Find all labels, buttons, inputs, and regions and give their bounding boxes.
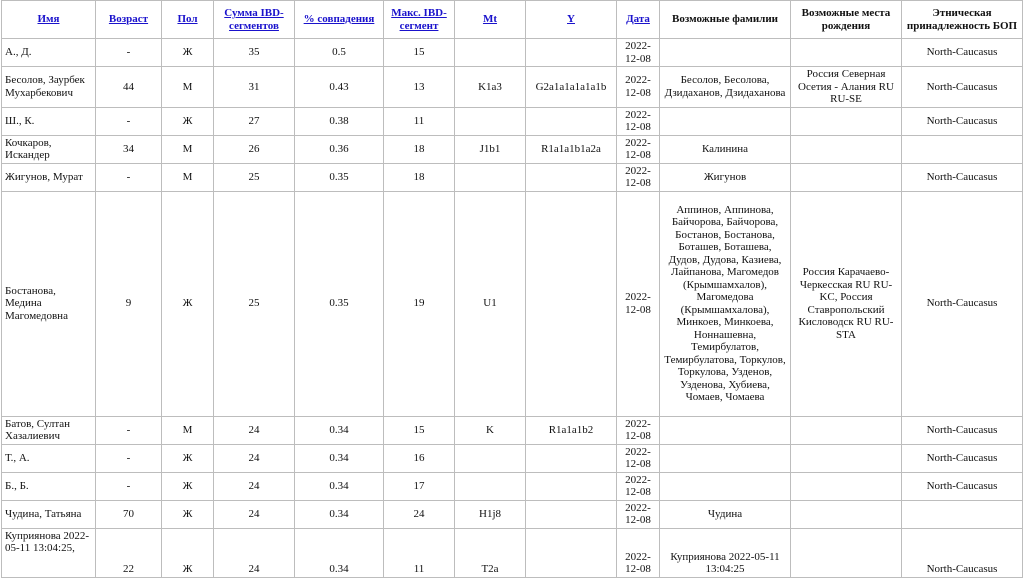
cell-birthplaces: Россия Карачаево-Черкесская RU RU-KC, Россия Ставропольский Кисловодск RU RU-STA — [791, 191, 902, 416]
cell-match-pct: 0.35 — [295, 163, 384, 191]
header-row — [2, 1, 1023, 39]
cell-surnames — [660, 444, 791, 472]
cell-birthplaces — [791, 416, 902, 444]
cell-sum-ibd: 24 — [214, 444, 295, 472]
cell-birthplaces — [791, 163, 902, 191]
cell-sex: М — [162, 67, 214, 108]
cell-max-ibd: 18 — [384, 163, 455, 191]
col-header-match-pct[interactable] — [295, 1, 384, 39]
cell-sum-ibd: 24 — [214, 528, 295, 577]
cell-sum-ibd: 27 — [214, 107, 295, 135]
col-header-surnames — [660, 1, 791, 39]
cell-ethnicity — [902, 500, 1023, 528]
cell-birthplaces — [791, 107, 902, 135]
cell-date: 2022-12-08 — [617, 191, 660, 416]
sort-age-link[interactable]: Возраст — [108, 13, 149, 26]
cell-surnames: Бесолов, Бесолова, Дзидаханов, Дзидаханова — [660, 67, 791, 108]
table-row — [2, 163, 1023, 191]
cell-y — [526, 163, 617, 191]
table-row — [2, 444, 1023, 472]
cell-max-ibd: 13 — [384, 67, 455, 108]
cell-date: 2022-12-08 — [617, 528, 660, 577]
cell-date: 2022-12-08 — [617, 500, 660, 528]
table-body — [2, 39, 1023, 578]
cell-age: 44 — [96, 67, 162, 108]
table-row — [2, 416, 1023, 444]
cell-birthplaces — [791, 39, 902, 67]
cell-max-ibd: 17 — [384, 472, 455, 500]
cell-y — [526, 107, 617, 135]
cell-name: Ш., К. — [2, 107, 96, 135]
cell-name: А., Д. — [2, 39, 96, 67]
cell-y: R1a1a1b2 — [526, 416, 617, 444]
sort-y-link[interactable]: Y — [567, 13, 575, 26]
cell-mt — [455, 107, 526, 135]
cell-max-ibd: 15 — [384, 416, 455, 444]
cell-match-pct: 0.38 — [295, 107, 384, 135]
cell-max-ibd: 11 — [384, 107, 455, 135]
cell-ethnicity — [902, 135, 1023, 163]
cell-sum-ibd: 35 — [214, 39, 295, 67]
cell-sex: М — [162, 135, 214, 163]
cell-mt — [455, 163, 526, 191]
cell-y — [526, 472, 617, 500]
cell-sex: Ж — [162, 444, 214, 472]
sort-mt-link[interactable]: Mt — [482, 13, 498, 26]
surnames-header-label: Возможные фамилии — [672, 13, 778, 26]
cell-age: - — [96, 163, 162, 191]
col-header-date[interactable] — [617, 1, 660, 39]
cell-name: Б., Б. — [2, 472, 96, 500]
cell-mt: U1 — [455, 191, 526, 416]
col-header-ethnicity — [902, 1, 1023, 39]
cell-birthplaces — [791, 472, 902, 500]
cell-surnames: Аппинов, Аппинова, Байчорова, Байчорова, Бостанов, Бостанова, Боташев, Боташева, Дудов, Дудова, Казиева, Лайпанова, Магомедов (Крымшамхалов), Магомедова (Крымшамхалова), Минкоев, Минкоева, Ноннашевна, Темирбулатов, Темирбулатова, Торкулов, Торкулова, Узденов, Узденова, Хубиева, Чомаев, Чомаева — [660, 191, 791, 416]
table-row — [2, 39, 1023, 67]
cell-ethnicity: North-Caucasus — [902, 528, 1023, 577]
cell-match-pct: 0.34 — [295, 528, 384, 577]
sort-sex-link[interactable]: Пол — [177, 13, 198, 26]
cell-age: - — [96, 472, 162, 500]
cell-y — [526, 528, 617, 577]
cell-age: - — [96, 39, 162, 67]
table-row — [2, 135, 1023, 163]
cell-mt: J1b1 — [455, 135, 526, 163]
cell-ethnicity: North-Caucasus — [902, 39, 1023, 67]
cell-surnames: Калинина — [660, 135, 791, 163]
cell-max-ibd: 24 — [384, 500, 455, 528]
cell-match-pct: 0.34 — [295, 416, 384, 444]
sort-sum-ibd-link[interactable]: Сумма IBD-сегментов — [224, 7, 284, 32]
cell-birthplaces — [791, 500, 902, 528]
cell-surnames: Жигунов — [660, 163, 791, 191]
cell-match-pct: 0.36 — [295, 135, 384, 163]
cell-ethnicity: North-Caucasus — [902, 67, 1023, 108]
matches-table — [1, 0, 1023, 578]
cell-date: 2022-12-08 — [617, 444, 660, 472]
cell-ethnicity: North-Caucasus — [902, 191, 1023, 416]
cell-y — [526, 39, 617, 67]
cell-surnames: Куприянова 2022-05-11 13:04:25 — [660, 528, 791, 577]
cell-y: R1a1a1b1a2a — [526, 135, 617, 163]
cell-y — [526, 191, 617, 416]
cell-sex: Ж — [162, 500, 214, 528]
cell-ethnicity: North-Caucasus — [902, 416, 1023, 444]
cell-name: Бесолов, Заурбек Мухарбекович — [2, 67, 96, 108]
cell-sex: Ж — [162, 39, 214, 67]
cell-surnames — [660, 472, 791, 500]
col-header-birthplaces — [791, 1, 902, 39]
cell-max-ibd: 15 — [384, 39, 455, 67]
cell-age: - — [96, 107, 162, 135]
cell-name: Кочкаров, Искандер — [2, 135, 96, 163]
cell-birthplaces — [791, 444, 902, 472]
cell-ethnicity: North-Caucasus — [902, 107, 1023, 135]
cell-ethnicity: North-Caucasus — [902, 163, 1023, 191]
sort-max-ibd-link[interactable]: Макс. IBD-сегмент — [391, 7, 447, 32]
sort-match-pct-link[interactable]: % совпадения — [303, 13, 375, 26]
cell-date: 2022-12-08 — [617, 163, 660, 191]
cell-y — [526, 500, 617, 528]
cell-mt: H1j8 — [455, 500, 526, 528]
cell-surnames — [660, 416, 791, 444]
cell-mt: K — [455, 416, 526, 444]
cell-name: Бостанова, Медина Магомедовна — [2, 191, 96, 416]
cell-name: Куприянова 2022-05-11 13:04:25, — [2, 528, 96, 577]
sort-date-link[interactable]: Дата — [626, 13, 650, 26]
table-row — [2, 472, 1023, 500]
cell-mt: T2a — [455, 528, 526, 577]
cell-mt: K1a3 — [455, 67, 526, 108]
cell-surnames — [660, 107, 791, 135]
cell-match-pct: 0.34 — [295, 444, 384, 472]
cell-max-ibd: 18 — [384, 135, 455, 163]
cell-mt — [455, 444, 526, 472]
cell-ethnicity: North-Caucasus — [902, 472, 1023, 500]
cell-birthplaces: Россия Северная Осетия - Алания RU RU-SE — [791, 67, 902, 108]
cell-sex: Ж — [162, 107, 214, 135]
cell-sum-ibd: 25 — [214, 163, 295, 191]
cell-birthplaces — [791, 528, 902, 577]
cell-name: Жигунов, Мурат — [2, 163, 96, 191]
cell-ethnicity: North-Caucasus — [902, 444, 1023, 472]
table-row — [2, 107, 1023, 135]
cell-y — [526, 444, 617, 472]
cell-age: 70 — [96, 500, 162, 528]
col-header-mt[interactable] — [455, 1, 526, 39]
cell-date: 2022-12-08 — [617, 135, 660, 163]
cell-sex: Ж — [162, 191, 214, 416]
cell-age: - — [96, 416, 162, 444]
col-header-sex[interactable] — [162, 1, 214, 39]
col-header-age[interactable] — [96, 1, 162, 39]
cell-mt — [455, 472, 526, 500]
cell-match-pct: 0.34 — [295, 500, 384, 528]
cell-age: 34 — [96, 135, 162, 163]
cell-sex: М — [162, 163, 214, 191]
table-row — [2, 191, 1023, 416]
cell-sum-ibd: 24 — [214, 472, 295, 500]
birthplaces-header-label: Возможные места рождения — [801, 7, 891, 32]
cell-name: Т., А. — [2, 444, 96, 472]
cell-match-pct: 0.5 — [295, 39, 384, 67]
cell-surnames — [660, 39, 791, 67]
table-row — [2, 500, 1023, 528]
ethnicity-header-label: Этническая принадлежность БОП — [906, 7, 1018, 32]
cell-surnames: Чудина — [660, 500, 791, 528]
cell-sex: Ж — [162, 528, 214, 577]
table-row — [2, 67, 1023, 108]
cell-age: 22 — [96, 528, 162, 577]
cell-sum-ibd: 31 — [214, 67, 295, 108]
cell-y: G2a1a1a1a1a1b — [526, 67, 617, 108]
cell-max-ibd: 19 — [384, 191, 455, 416]
cell-sum-ibd: 24 — [214, 500, 295, 528]
cell-date: 2022-12-08 — [617, 39, 660, 67]
cell-sex: Ж — [162, 472, 214, 500]
cell-date: 2022-12-08 — [617, 107, 660, 135]
cell-sex: М — [162, 416, 214, 444]
cell-sum-ibd: 25 — [214, 191, 295, 416]
cell-name: Чудина, Татьяна — [2, 500, 96, 528]
col-header-name[interactable] — [2, 1, 96, 39]
col-header-sum-ibd[interactable] — [214, 1, 295, 39]
cell-match-pct: 0.43 — [295, 67, 384, 108]
col-header-max-ibd[interactable] — [384, 1, 455, 39]
cell-mt — [455, 39, 526, 67]
cell-name: Батов, Султан Хазалиевич — [2, 416, 96, 444]
cell-age: 9 — [96, 191, 162, 416]
cell-max-ibd: 16 — [384, 444, 455, 472]
cell-date: 2022-12-08 — [617, 472, 660, 500]
cell-match-pct: 0.35 — [295, 191, 384, 416]
cell-sum-ibd: 24 — [214, 416, 295, 444]
cell-date: 2022-12-08 — [617, 416, 660, 444]
cell-age: - — [96, 444, 162, 472]
cell-match-pct: 0.34 — [295, 472, 384, 500]
cell-max-ibd: 11 — [384, 528, 455, 577]
cell-sum-ibd: 26 — [214, 135, 295, 163]
cell-date: 2022-12-08 — [617, 67, 660, 108]
sort-name-link[interactable]: Имя — [37, 13, 60, 26]
cell-birthplaces — [791, 135, 902, 163]
table-row — [2, 528, 1023, 577]
col-header-y[interactable] — [526, 1, 617, 39]
